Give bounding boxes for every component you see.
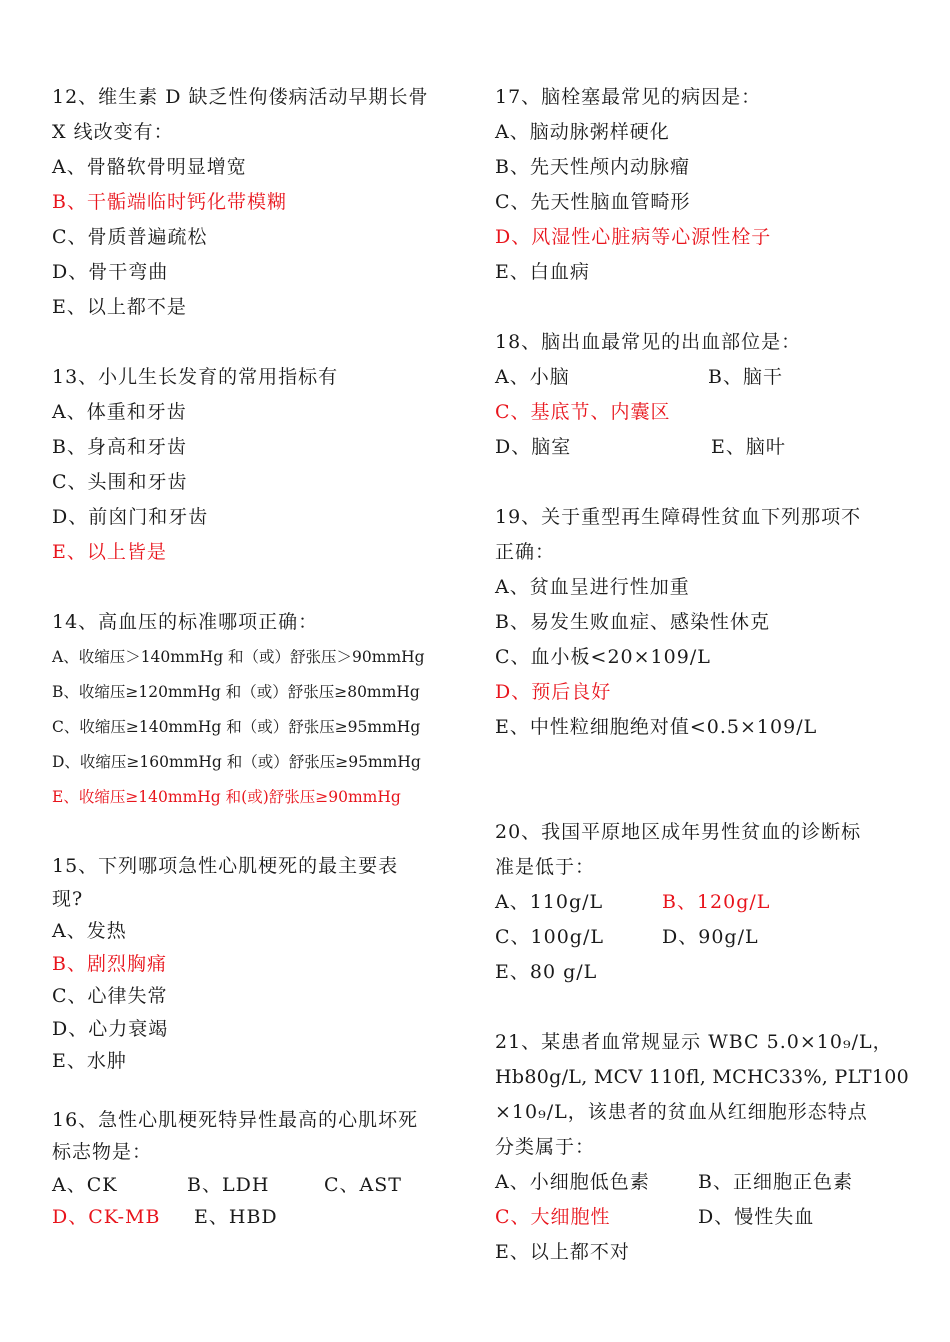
question-stem: 15、下列哪项急性心肌梗死的最主要表 [52,855,399,877]
question-15 [52,850,462,1078]
option-c: C、100g/L [495,926,604,948]
question-stem: 17、脑栓塞最常见的病因是： [495,86,762,108]
spacer [52,1078,462,1104]
spacer [495,465,915,500]
option-b-answer: B、120g/L [662,891,771,913]
options-row [495,1165,915,1200]
question-stem: 20、我国平原地区成年男性贫血的诊断标 [495,821,862,843]
option-a: A、小细胞低色素 [495,1171,650,1193]
option-e: E、以上都不是 [52,296,187,318]
option-b: B、先天性颅内动脉瘤 [495,156,690,178]
option-c-answer: C、大细胞性 [495,1206,611,1228]
option-b: B、LDH [187,1173,270,1196]
option-d: D、脑室 [495,436,572,458]
question-19 [495,500,915,745]
option-c-answer: C、基底节、内囊区 [495,401,671,423]
option-a: A、骨骼软骨明显增宽 [52,156,247,178]
options-row [495,430,915,465]
question-16 [52,1104,462,1234]
option-d: D、收缩压≥160mmHg 和（或）舒张压≥95mmHg [52,753,421,771]
question-stem: 18、脑出血最常见的出血部位是： [495,331,802,353]
spacer [52,325,462,360]
option-d: D、心力衰竭 [52,1017,169,1040]
option-a: A、体重和牙齿 [52,401,187,423]
option-b-answer: B、干骺端临时钙化带模糊 [52,191,287,213]
option-b: B、正细胞正色素 [698,1171,853,1193]
question-20 [495,815,915,990]
spacer [52,570,462,605]
options-row [52,1169,462,1202]
option-a: A、脑动脉粥样硬化 [495,121,670,143]
option-e: E、以上都不对 [495,1241,630,1263]
options-row [495,885,915,920]
left-column [52,80,462,1234]
option-c: C、收缩压≥140mmHg 和（或）舒张压≥95mmHg [52,718,421,736]
spacer [495,990,915,1025]
option-c: C、先天性脑血管畸形 [495,191,691,213]
option-e: E、80 g/L [495,961,598,983]
spacer [495,290,915,325]
question-stem: 12、维生素 D 缺乏性佝偻病活动早期长骨 [52,86,429,108]
question-stem: X 线改变有： [52,121,174,143]
option-d-answer: D、风湿性心脏病等心源性栓子 [495,226,772,248]
option-d-answer: D、CK-MB [52,1206,161,1228]
question-stem: 19、关于重型再生障碍性贫血下列那项不 [495,506,862,528]
option-b: B、易发生败血症、感染性休克 [495,611,770,633]
question-18 [495,325,915,465]
question-17 [495,80,915,290]
option-b: B、脑干 [708,366,783,388]
option-e: E、脑叶 [711,436,786,458]
options-row [495,1200,915,1235]
option-e-answer: E、收缩压≥140mmHg 和(或)舒张压≥90mmHg [52,788,401,806]
option-c: C、AST [324,1173,402,1196]
option-d: D、前囟门和牙齿 [52,506,209,528]
option-d: D、90g/L [662,926,759,948]
option-b: B、身高和牙齿 [52,436,187,458]
question-13 [52,360,462,570]
question-21 [495,1025,915,1270]
question-12 [52,80,462,325]
option-e: E、HBD [194,1206,278,1228]
option-c: C、骨质普遍疏松 [52,226,208,248]
options-row [52,1201,462,1234]
question-stem: 21、某患者血常规显示 WBC 5.0×10₉/L， [495,1031,893,1053]
option-c: C、血小板<20×109/L [495,646,711,668]
option-b-answer: B、剧烈胸痛 [52,952,167,975]
right-column [495,80,915,1270]
option-e: E、水肿 [52,1050,127,1072]
question-stem: 13、小儿生长发育的常用指标有 [52,366,339,388]
option-c: C、头围和牙齿 [52,471,188,493]
option-a: A、小脑 [495,366,570,388]
option-d: D、骨干弯曲 [52,261,169,283]
question-14 [52,605,462,815]
options-row [495,360,915,395]
question-stem: ×10₉/L，该患者的贫血从红细胞形态特点 [495,1101,868,1123]
option-c: C、心律失常 [52,985,168,1007]
spacer [52,815,462,850]
option-d-answer: D、预后良好 [495,681,612,703]
question-stem: 标志物是： [52,1141,153,1163]
spacer [495,745,915,815]
option-a: A、CK [52,1173,118,1196]
question-stem: 正确： [495,541,556,563]
question-stem: 分类属于： [495,1136,596,1158]
option-d: D、慢性失血 [698,1206,815,1228]
option-a: A、贫血呈进行性加重 [495,576,690,598]
option-b: B、收缩压≥120mmHg 和（或）舒张压≥80mmHg [52,683,420,701]
question-stem: 14、高血压的标准哪项正确： [52,611,319,633]
option-e-answer: E、以上皆是 [52,541,167,563]
question-stem: 准是低于： [495,856,596,878]
option-a: A、收缩压＞140mmHg 和（或）舒张压＞90mmHg [52,648,425,666]
option-e: E、中性粒细胞绝对值<0.5×109/L [495,716,818,738]
options-row [495,920,915,955]
question-stem: Hb80g/L, MCV 110fl, MCHC33%, PLT100 [495,1066,910,1088]
option-a: A、110g/L [495,891,604,913]
option-a: A、发热 [52,920,127,942]
option-e: E、白血病 [495,261,590,283]
question-stem: 现? [52,887,84,910]
question-stem: 16、急性心肌梗死特异性最高的心肌坏死 [52,1108,419,1131]
